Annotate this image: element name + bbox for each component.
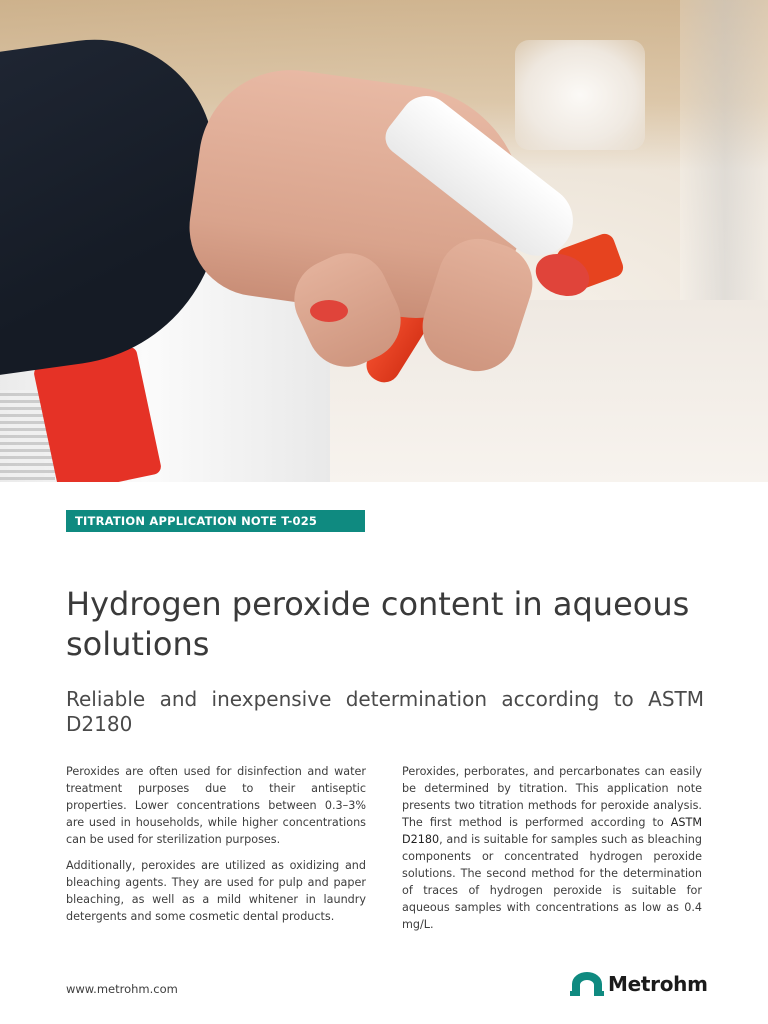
application-note-badge: TITRATION APPLICATION NOTE T-025: [66, 510, 365, 532]
paragraph-text: , and is suitable for samples such as bleaching components or concentrated hydrogen peroxide solutions. The second method for the determination of traces of hydrogen peroxide is suitable for aqueous samples with concentrations as low as 0.4 mg/L.: [402, 833, 702, 931]
photo-lab-beaker: [515, 40, 645, 150]
hero-photo: [0, 0, 768, 482]
astm-reference-link[interactable]: ASTM D2180: [402, 816, 702, 846]
photo-glassware: [680, 0, 768, 330]
paragraph: Additionally, peroxides are utilized as oxidizing and bleaching agents. They are used for pulp and paper bleaching, as well as a mild whitener in laundry detergents and some cosmetic dental products.: [66, 859, 366, 923]
page-subtitle: Reliable and inexpensive determination according to ASTM D2180: [66, 687, 704, 736]
paragraph: Peroxides are often used for disinfection and water treatment purposes due to their antiseptic properties. Lower concentrations between 0.3–3% are used in households, while higher concentrations can be used for sterilization purposes.: [66, 765, 366, 846]
website-link[interactable]: www.metrohm.com: [66, 982, 178, 996]
intro-column-right: [402, 763, 702, 942]
metrohm-logo: [570, 969, 708, 999]
logo-wordmark: Metrohm: [608, 972, 708, 996]
page-title: Hydrogen peroxide content in aqueous solutions: [66, 585, 690, 663]
metrohm-logo-icon: [570, 972, 604, 996]
paragraph: [402, 763, 702, 933]
paragraph-text: Peroxides, perborates, and percarbonates can easily be determined by titration. This application note presents two titration methods for peroxide analysis. The first method is performed according to: [402, 765, 702, 829]
photo-fingernail: [310, 300, 348, 322]
intro-column-left: [66, 763, 366, 934]
